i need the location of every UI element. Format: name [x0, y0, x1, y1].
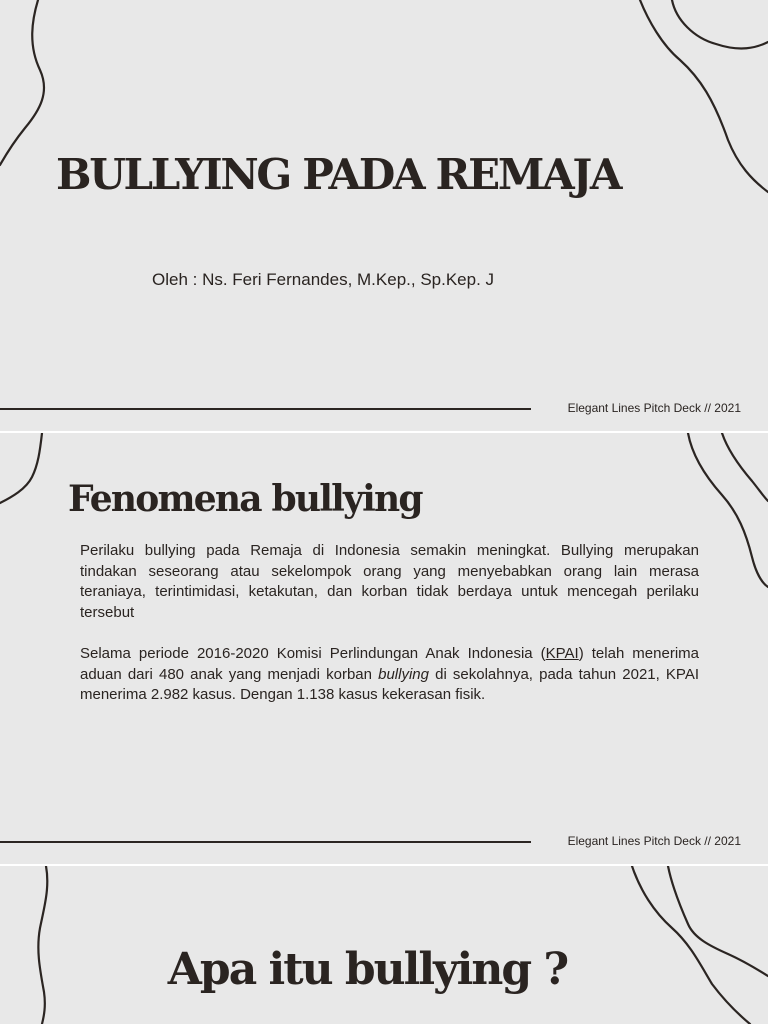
section-heading: Apa itu bullying ?	[167, 944, 568, 995]
author-byline: Oleh : Ns. Feri Fernandes, M.Kep., Sp.Kep. J	[152, 270, 495, 289]
footer-label: Elegant Lines Pitch Deck // 2021	[567, 834, 741, 848]
curve-left	[0, 0, 44, 165]
curve-right-outer	[688, 433, 768, 587]
footer-divider	[0, 408, 531, 410]
paragraph-text: ) telah menerima aduan dari 480 anak yang menjadi korban	[80, 645, 699, 683]
footer-divider	[0, 841, 531, 843]
decorative-lines	[0, 0, 768, 431]
slide-fenomena	[0, 433, 768, 864]
paragraph-statistics	[80, 644, 699, 706]
paragraph-text: Selama periode 2016-2020 Komisi Perlindungan Anak Indonesia (	[80, 645, 546, 662]
slide-title-heading: BULLYING PADA REMAJA	[56, 150, 621, 199]
curve-left	[0, 433, 42, 503]
kpai-link[interactable]: KPAI	[545, 645, 579, 662]
section-heading: Fenomena bullying	[68, 478, 422, 520]
italic-term: bullying	[378, 665, 429, 683]
curve-right-inner	[672, 0, 768, 48]
footer-label: Elegant Lines Pitch Deck // 2021	[567, 401, 741, 415]
slide-title	[0, 0, 768, 431]
curve-right-inner	[722, 433, 768, 501]
paragraph-intro: Perilaku bullying pada Remaja di Indonesia semakin meningkat. Bullying merupakan tindakan seseorang atau sekelompok orang yang menyebabkan orang lain merasa teraniaya, terintimidasi, ketakutan, dan korban tidak berdaya untuk mencegah perilaku tersebut	[80, 542, 699, 621]
paragraph-text: di sekolahnya, pada tahun 2021, KPAI menerima 2.982 kasus. Dengan 1.138 kasus kekerasan fisik.	[80, 665, 699, 703]
slide-apa-itu	[0, 866, 768, 1024]
